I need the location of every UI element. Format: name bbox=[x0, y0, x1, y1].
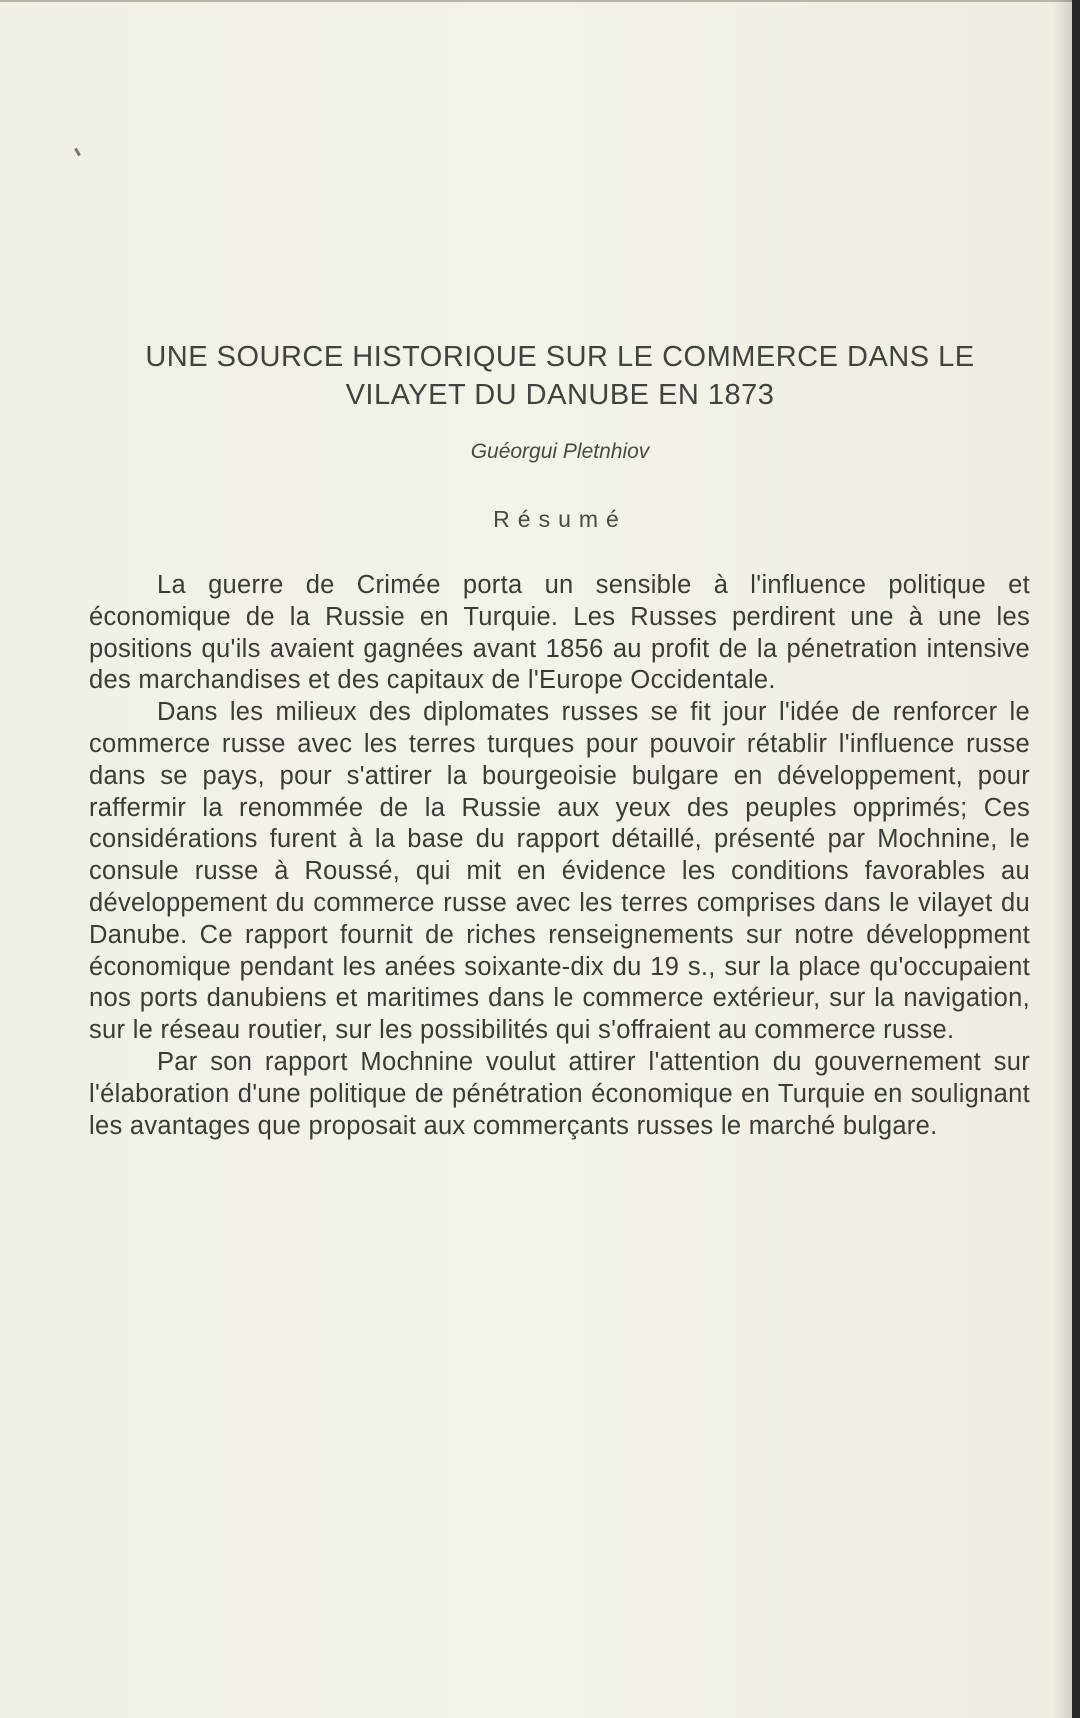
paragraph-3: Par son rapport Mochnine voulut attirer l'attention du gouvernement sur l'élaboration d'une politique de pénétration économique en Turquie en soulignant les avantages que proposait aux commerçants russes le marché bulgare. bbox=[89, 1047, 1030, 1140]
stray-mark bbox=[74, 148, 81, 156]
paragraph-2: Dans les milieux des diplomates russes se fit jour l'idée de renforcer le commerce russe avec les terres turques pour pouvoir rétablir l'influence russe dans se pays, pour s'attirer la bourgeoisie bulgare en développement, pour raffermir la renommée de la Russie aux yeux des peuples opprimés; Ces considérations furent à la base du rapport détaillé, présenté par Mochnine, le consule russe à Roussé, qui mit en évidence les conditions favorables au développement du commerce russe avec les terres comprises dans le vilayet du Danube. Ce rapport fournit de riches renseignements sur notre développment économique pendant les anées soixante-dix du 19 s., sur la place qu'occupaient nos ports danubiens et maritimes dans le commerce extérieur, sur la navigation, sur le réseau routier, sur les possibilités qui s'offraient au commerce russe. bbox=[89, 698, 1030, 1045]
top-edge-line bbox=[0, 0, 1072, 2]
paragraph-1: La guerre de Crimée porta un sensible à l'influence politique et économique de la Russie en Turquie. Les Russes perdirent une à une les positions qu'ils avaient gagnées avant 1856 au profit de la pénetration intensive des marchandises et des capitaux de l'Europe Occidentale. bbox=[89, 571, 1030, 695]
article-title bbox=[60, 338, 1060, 414]
binding-edge bbox=[1072, 0, 1080, 1718]
section-heading: Résumé bbox=[493, 506, 627, 532]
article-author: Guéorgui Pletnhiov bbox=[470, 440, 650, 463]
article-body bbox=[89, 570, 1030, 1142]
article-title-line-2: VILAYET DU DANUBE EN 1873 bbox=[345, 379, 775, 411]
article-title-line-1: UNE SOURCE HISTORIQUE SUR LE COMMERCE DANS LE bbox=[145, 341, 975, 373]
binding-shadow bbox=[1054, 0, 1072, 1718]
